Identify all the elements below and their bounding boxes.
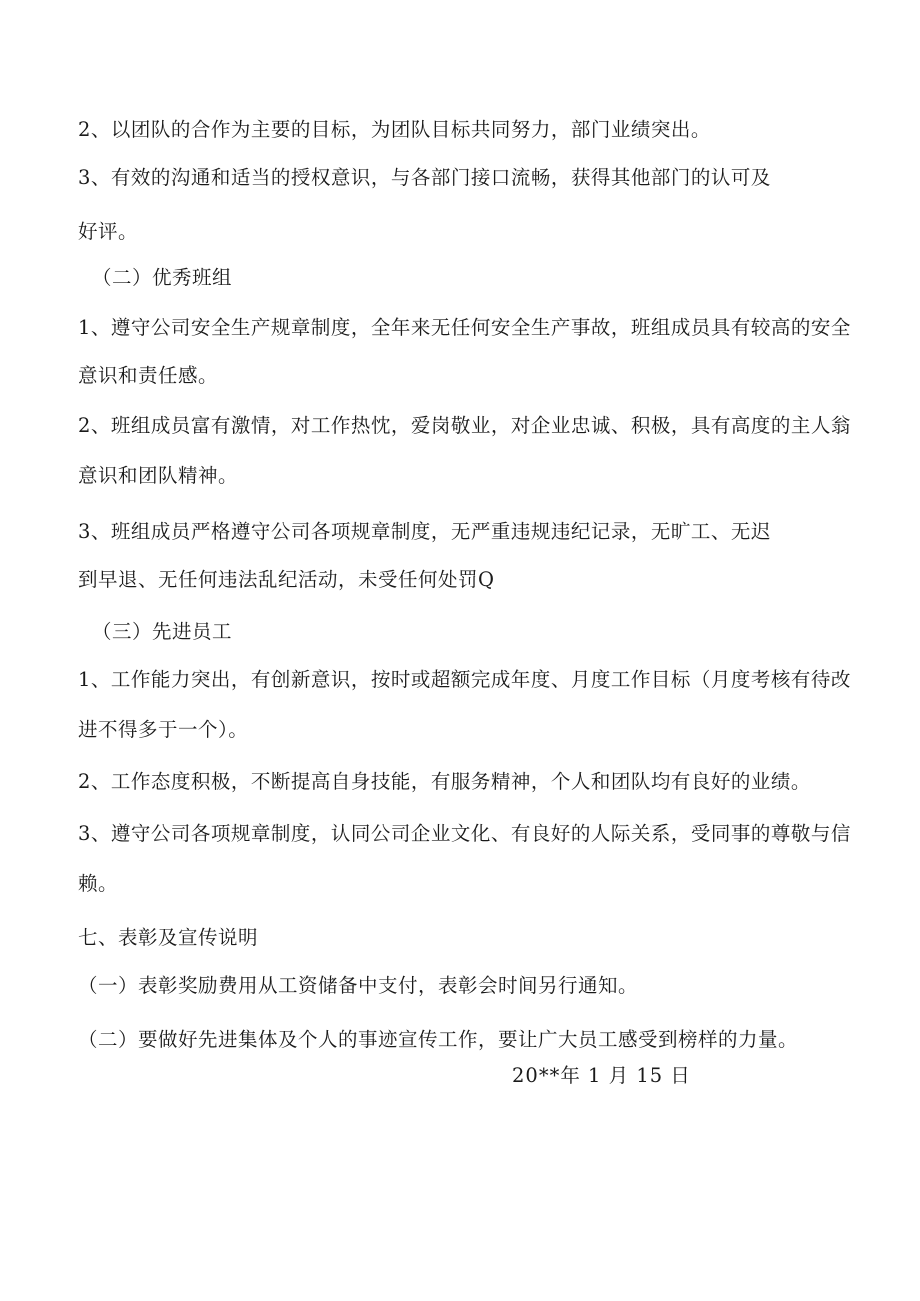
paragraph-line: 1、遵守公司安全生产规章制度，全年来无任何安全生产事故，班组成员具有较高的安全 xyxy=(78,316,851,339)
paragraph-line: （二）要做好先进集体及个人的事迹宣传工作，要让广大员工感受到榜样的力量。 xyxy=(78,1028,799,1051)
paragraph-line: 赖。 xyxy=(78,872,119,895)
section-heading: （三）先进员工 xyxy=(92,620,233,643)
chapter-heading: 七、表彰及宣传说明 xyxy=(78,926,259,949)
paragraph-line: （一）表彰奖励费用从工资储备中支付，表彰会时间另行通知。 xyxy=(78,974,639,997)
paragraph-line: 进不得多于一个）。 xyxy=(78,718,249,741)
paragraph-line: 3、班组成员严格遵守公司各项规章制度，无严重违规违纪记录，无旷工、无迟 xyxy=(78,520,771,543)
paragraph-line: 1、工作能力突出，有创新意识，按时或超额完成年度、月度工作目标（月度考核有待改 xyxy=(78,668,851,691)
paragraph-line: 3、有效的沟通和适当的授权意识，与各部门接口流畅，获得其他部门的认可及 xyxy=(78,166,771,189)
document-date: 20**年 1 月 15 日 xyxy=(512,1064,691,1087)
paragraph-line: 意识和责任感。 xyxy=(78,364,219,387)
paragraph-line: 2、工作态度积极，不断提高自身技能，有服务精神，个人和团队均有良好的业绩。 xyxy=(78,770,811,793)
paragraph-line: 意识和团队精神。 xyxy=(78,464,239,487)
paragraph-line: 好评。 xyxy=(78,220,139,243)
paragraph-line: 到早退、无任何违法乱纪活动，未受任何处罚Q xyxy=(78,568,495,591)
paragraph-line: 2、以团队的合作为主要的目标，为团队目标共同努力，部门业绩突出。 xyxy=(78,118,711,141)
section-heading: （二）优秀班组 xyxy=(92,266,233,289)
paragraph-line: 3、遵守公司各项规章制度，认同公司企业文化、有良好的人际关系，受同事的尊敬与信 xyxy=(78,822,851,845)
paragraph-line: 2、班组成员富有激情，对工作热忱，爱岗敬业，对企业忠诚、积极，具有高度的主人翁 xyxy=(78,414,851,437)
